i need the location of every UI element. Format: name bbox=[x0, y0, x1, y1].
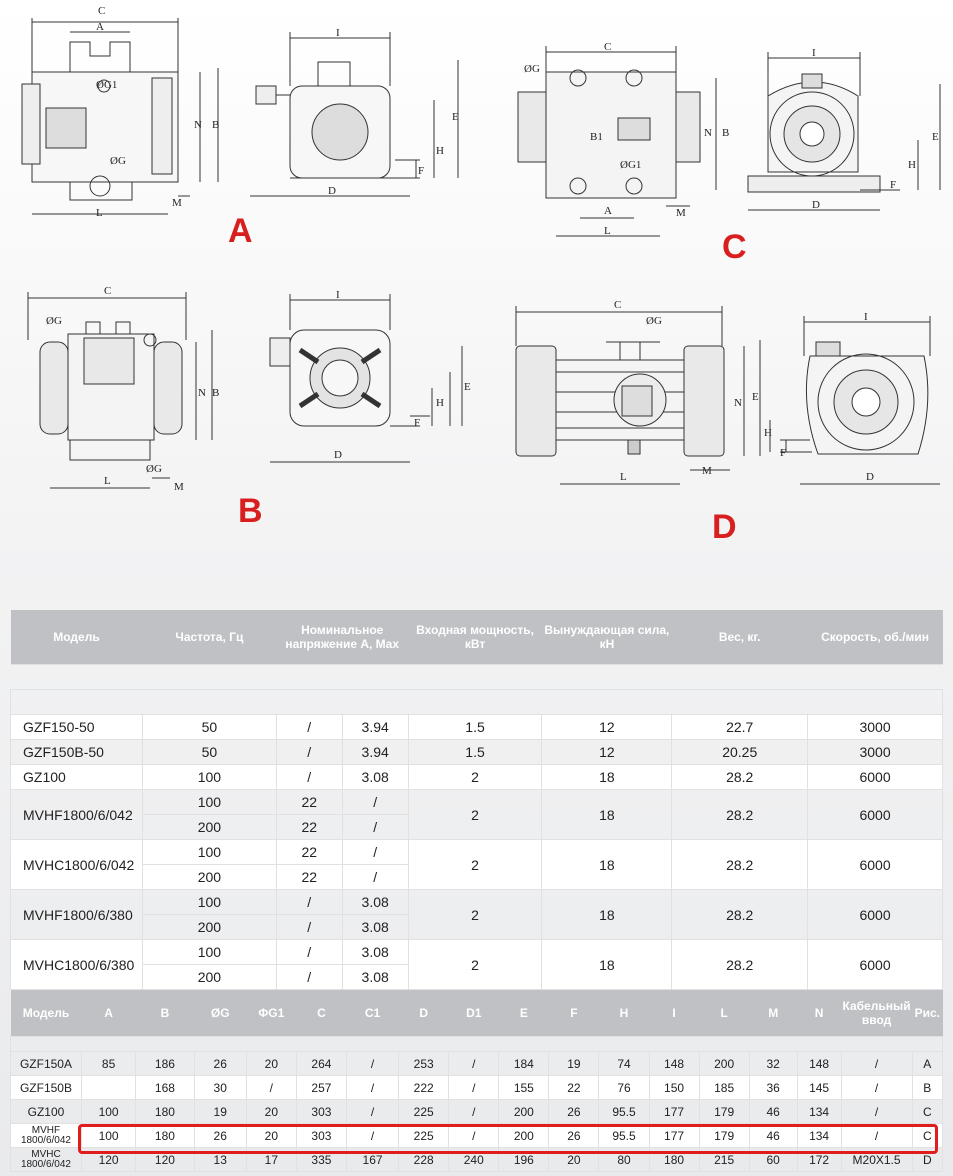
cell-voltage-b: / bbox=[342, 840, 408, 865]
header-col-4: ΦG1 bbox=[246, 990, 296, 1037]
cell-frequency: 50 bbox=[142, 740, 276, 765]
cell-speed: 6000 bbox=[808, 790, 943, 840]
cell-value: 180 bbox=[136, 1100, 194, 1124]
cell-voltage-a: / bbox=[276, 915, 342, 940]
fig-c-label-g: ØG bbox=[524, 63, 540, 75]
cell-frequency: 100 bbox=[142, 790, 276, 815]
cell-weight: 22.7 bbox=[672, 715, 808, 740]
fig-b-label-n: N bbox=[198, 387, 206, 399]
figure-a-side-view bbox=[250, 32, 458, 196]
cell-voltage-b: 3.08 bbox=[342, 890, 408, 915]
cell-value: D bbox=[912, 1148, 942, 1172]
cell-value: 180 bbox=[136, 1124, 194, 1148]
header-frequency: Частота, Гц bbox=[142, 610, 276, 665]
cell-value: 80 bbox=[599, 1148, 649, 1172]
cell-power: 2 bbox=[408, 790, 542, 840]
cell-value: 180 bbox=[649, 1148, 699, 1172]
fig-c-label-l: L bbox=[604, 225, 611, 237]
header-col-3: ØG bbox=[194, 990, 246, 1037]
cell-value: 95.5 bbox=[599, 1124, 649, 1148]
fig-b-label-e: E bbox=[464, 381, 471, 393]
cell-model: GZF150B bbox=[11, 1076, 82, 1100]
figure-a-letter: A bbox=[228, 212, 253, 250]
fig-b-label-g2: ØG bbox=[146, 463, 162, 475]
cell-voltage-b: / bbox=[342, 865, 408, 890]
cell-force: 18 bbox=[542, 765, 672, 790]
cell-speed: 3000 bbox=[808, 740, 943, 765]
cell-value: 168 bbox=[136, 1076, 194, 1100]
fig-c-label-b1: B1 bbox=[590, 131, 603, 143]
cell-model: MVHC 1800/6/042 bbox=[11, 1148, 82, 1172]
figure-d-front-view bbox=[516, 306, 760, 484]
cell-value: 74 bbox=[599, 1052, 649, 1076]
cell-value: 85 bbox=[81, 1052, 135, 1076]
cell-value: B bbox=[912, 1076, 942, 1100]
cell-speed: 6000 bbox=[808, 890, 943, 940]
cell-value: 215 bbox=[699, 1148, 749, 1172]
cell-value: / bbox=[346, 1100, 398, 1124]
header-col-2: B bbox=[136, 990, 194, 1037]
cell-value: 148 bbox=[797, 1052, 841, 1076]
cell-value: 335 bbox=[296, 1148, 346, 1172]
fig-c-label-b: B bbox=[722, 127, 730, 139]
cell-voltage-b: 3.08 bbox=[342, 965, 408, 990]
cell-voltage-a: 22 bbox=[276, 840, 342, 865]
cell-value: 177 bbox=[649, 1124, 699, 1148]
dimensions-header-row bbox=[11, 990, 943, 1037]
cell-voltage-a: / bbox=[276, 740, 342, 765]
fig-a-label-f: F bbox=[418, 165, 425, 177]
header-col-9: E bbox=[499, 990, 549, 1037]
cell-voltage-a: / bbox=[276, 940, 342, 965]
cell-value: / bbox=[841, 1100, 912, 1124]
cell-value: 22 bbox=[549, 1076, 599, 1100]
fig-a-label-b: B bbox=[212, 119, 220, 131]
cell-model: MVHF1800/6/380 bbox=[11, 890, 143, 940]
fig-a-label-h: H bbox=[436, 145, 444, 157]
cell-value: 36 bbox=[749, 1076, 797, 1100]
figure-a-front-view bbox=[22, 18, 218, 214]
header-col-17: Рис. bbox=[912, 990, 942, 1037]
cell-frequency: 100 bbox=[142, 765, 276, 790]
fig-d-label-e: E bbox=[752, 391, 759, 403]
fig-d-label-f: F bbox=[780, 447, 787, 459]
cell-value: / bbox=[841, 1076, 912, 1100]
figure-c-side-view bbox=[748, 52, 940, 210]
fig-d-label-i: I bbox=[864, 311, 868, 323]
fig-c-label-f: F bbox=[890, 179, 897, 191]
figure-b-letter: B bbox=[238, 492, 263, 530]
cell-value: / bbox=[246, 1076, 296, 1100]
cell-value: 303 bbox=[296, 1124, 346, 1148]
fig-d-label-d: D bbox=[866, 471, 874, 483]
fig-b-label-m: M bbox=[174, 481, 184, 493]
highlighted-row-frame bbox=[78, 1124, 938, 1154]
cell-value: 134 bbox=[797, 1124, 841, 1148]
table-row bbox=[11, 1052, 943, 1076]
cell-value: / bbox=[449, 1052, 499, 1076]
cell-value: 20 bbox=[246, 1052, 296, 1076]
figure-b-side-view bbox=[270, 294, 462, 462]
cell-value: 225 bbox=[399, 1124, 449, 1148]
cell-voltage-a: / bbox=[276, 890, 342, 915]
fig-b-label-b: B bbox=[212, 387, 220, 399]
fig-a-label-i: I bbox=[336, 27, 340, 39]
cell-model: MVHF 1800/6/042 bbox=[11, 1124, 82, 1148]
cell-value: 26 bbox=[549, 1100, 599, 1124]
cell-frequency: 200 bbox=[142, 915, 276, 940]
cell-frequency: 100 bbox=[142, 940, 276, 965]
cell-voltage-b: 3.94 bbox=[342, 740, 408, 765]
cell-value: 200 bbox=[499, 1124, 549, 1148]
cell-voltage-a: / bbox=[276, 715, 342, 740]
cell-value: 19 bbox=[549, 1052, 599, 1076]
cell-force: 18 bbox=[542, 790, 672, 840]
cell-value: 257 bbox=[296, 1076, 346, 1100]
cell-frequency: 200 bbox=[142, 815, 276, 840]
cell-value: 17 bbox=[246, 1148, 296, 1172]
cell-value: 167 bbox=[346, 1148, 398, 1172]
figure-c-front-view bbox=[518, 46, 716, 236]
cell-value: / bbox=[346, 1052, 398, 1076]
cell-force: 18 bbox=[542, 890, 672, 940]
cell-voltage-b: / bbox=[342, 790, 408, 815]
fig-c-label-c: C bbox=[604, 41, 612, 53]
header-force: Вынуждающая сила, кН bbox=[542, 610, 672, 665]
fig-a-label-m: M bbox=[172, 197, 182, 209]
cell-value: 228 bbox=[399, 1148, 449, 1172]
fig-d-label-n: N bbox=[734, 397, 742, 409]
specs-header-row bbox=[11, 610, 943, 665]
cell-value: 30 bbox=[194, 1076, 246, 1100]
cell-value: 26 bbox=[194, 1052, 246, 1076]
fig-c-label-a: A bbox=[604, 205, 612, 217]
cell-power: 2 bbox=[408, 890, 542, 940]
fig-a-label-g1: ØG1 bbox=[96, 79, 118, 91]
fig-a-label-n: N bbox=[194, 119, 202, 131]
specs-table bbox=[10, 610, 943, 990]
cell-value: 46 bbox=[749, 1124, 797, 1148]
cell-speed: 3000 bbox=[808, 715, 943, 740]
cell-value: 222 bbox=[399, 1076, 449, 1100]
table-row bbox=[11, 765, 943, 790]
fig-c-label-m: M bbox=[676, 207, 686, 219]
header-col-1: A bbox=[81, 990, 135, 1037]
header-col-15: N bbox=[797, 990, 841, 1037]
fig-b-label-g: ØG bbox=[46, 315, 62, 327]
header-col-16: Кабельный ввод bbox=[841, 990, 912, 1037]
cell-value: / bbox=[841, 1124, 912, 1148]
cell-power: 2 bbox=[408, 840, 542, 890]
cell-value: 186 bbox=[136, 1052, 194, 1076]
fig-b-label-h: H bbox=[436, 397, 444, 409]
cell-speed: 6000 bbox=[808, 765, 943, 790]
cell-value: A bbox=[912, 1052, 942, 1076]
cell-voltage-b: 3.08 bbox=[342, 765, 408, 790]
figure-c-letter: C bbox=[722, 228, 747, 266]
cell-value: 172 bbox=[797, 1148, 841, 1172]
header-voltage: Номинальное напряжение А, Max bbox=[276, 610, 408, 665]
cell-value: 264 bbox=[296, 1052, 346, 1076]
header-col-12: I bbox=[649, 990, 699, 1037]
cell-weight: 28.2 bbox=[672, 890, 808, 940]
cell-speed: 6000 bbox=[808, 940, 943, 990]
fig-b-label-l: L bbox=[104, 475, 111, 487]
cell-value: 60 bbox=[749, 1148, 797, 1172]
fig-d-label-h: H bbox=[764, 427, 772, 439]
cell-frequency: 200 bbox=[142, 865, 276, 890]
cell-voltage-b: 3.08 bbox=[342, 915, 408, 940]
fig-b-label-c: C bbox=[104, 285, 112, 297]
fig-c-label-i: I bbox=[812, 47, 816, 59]
cell-value: 155 bbox=[499, 1076, 549, 1100]
cell-weight: 28.2 bbox=[672, 790, 808, 840]
cell-value: 145 bbox=[797, 1076, 841, 1100]
fig-d-label-c: C bbox=[614, 299, 622, 311]
header-speed: Скорость, об./мин bbox=[808, 610, 943, 665]
fig-c-label-n: N bbox=[704, 127, 712, 139]
cell-value: 20 bbox=[549, 1148, 599, 1172]
header-col-14: M bbox=[749, 990, 797, 1037]
cell-frequency: 100 bbox=[142, 840, 276, 865]
cell-value: / bbox=[449, 1076, 499, 1100]
cell-value: 100 bbox=[81, 1100, 135, 1124]
cell-value: 19 bbox=[194, 1100, 246, 1124]
table-row bbox=[11, 740, 943, 765]
cell-power: 2 bbox=[408, 940, 542, 990]
cell-force: 18 bbox=[542, 940, 672, 990]
cell-model: GZ100 bbox=[11, 765, 143, 790]
cell-value: 13 bbox=[194, 1148, 246, 1172]
header-col-5: C bbox=[296, 990, 346, 1037]
cell-value: 120 bbox=[136, 1148, 194, 1172]
cell-value: 179 bbox=[699, 1124, 749, 1148]
cell-value: 179 bbox=[699, 1100, 749, 1124]
fig-b-label-d: D bbox=[334, 449, 342, 461]
header-col-6: C1 bbox=[346, 990, 398, 1037]
cell-value: 134 bbox=[797, 1100, 841, 1124]
fig-a-label-a: A bbox=[96, 21, 104, 33]
cell-value bbox=[81, 1076, 135, 1100]
header-col-13: L bbox=[699, 990, 749, 1037]
table-row bbox=[11, 715, 943, 740]
cell-frequency: 200 bbox=[142, 965, 276, 990]
cell-power: 1.5 bbox=[408, 715, 542, 740]
cell-value: 100 bbox=[81, 1124, 135, 1148]
header-col-11: H bbox=[599, 990, 649, 1037]
cell-value: 253 bbox=[399, 1052, 449, 1076]
cell-model: GZF150-50 bbox=[11, 715, 143, 740]
cell-value: 177 bbox=[649, 1100, 699, 1124]
cell-value: 185 bbox=[699, 1076, 749, 1100]
cell-frequency: 100 bbox=[142, 890, 276, 915]
cell-weight: 28.2 bbox=[672, 940, 808, 990]
cell-force: 12 bbox=[542, 715, 672, 740]
cell-value: 26 bbox=[194, 1124, 246, 1148]
cell-value: 20 bbox=[246, 1124, 296, 1148]
cell-voltage-a: 22 bbox=[276, 790, 342, 815]
header-col-0: Модель bbox=[11, 990, 82, 1037]
cell-value: 32 bbox=[749, 1052, 797, 1076]
cell-value: / bbox=[449, 1124, 499, 1148]
fig-b-label-i: I bbox=[336, 289, 340, 301]
cell-value: 46 bbox=[749, 1100, 797, 1124]
cell-value: 150 bbox=[649, 1076, 699, 1100]
cell-speed: 6000 bbox=[808, 840, 943, 890]
cell-frequency: 50 bbox=[142, 715, 276, 740]
header-power: Входная мощность, кВт bbox=[408, 610, 542, 665]
table-row bbox=[11, 790, 943, 815]
table-row bbox=[11, 940, 943, 965]
figure-d-letter: D bbox=[712, 508, 737, 546]
cell-model: MVHC1800/6/380 bbox=[11, 940, 143, 990]
cell-value: 120 bbox=[81, 1148, 135, 1172]
cell-voltage-b: / bbox=[342, 815, 408, 840]
cell-value: 148 bbox=[649, 1052, 699, 1076]
cell-value: 196 bbox=[499, 1148, 549, 1172]
cell-force: 18 bbox=[542, 840, 672, 890]
fig-a-label-c: C bbox=[98, 5, 106, 17]
cell-model: GZF150A bbox=[11, 1052, 82, 1076]
table-row bbox=[11, 1076, 943, 1100]
cell-weight: 20.25 bbox=[672, 740, 808, 765]
cell-voltage-a: 22 bbox=[276, 865, 342, 890]
header-col-10: F bbox=[549, 990, 599, 1037]
table-row bbox=[11, 890, 943, 915]
cell-model: MVHF1800/6/042 bbox=[11, 790, 143, 840]
cell-value: 225 bbox=[399, 1100, 449, 1124]
cell-value: 200 bbox=[699, 1052, 749, 1076]
fig-a-label-l: L bbox=[96, 207, 103, 219]
cell-voltage-b: 3.08 bbox=[342, 940, 408, 965]
cell-model: GZF150B-50 bbox=[11, 740, 143, 765]
cell-value: 303 bbox=[296, 1100, 346, 1124]
cell-value: C bbox=[912, 1100, 942, 1124]
cell-value: / bbox=[449, 1100, 499, 1124]
cell-voltage-b: 3.94 bbox=[342, 715, 408, 740]
fig-d-label-m: M bbox=[702, 465, 712, 477]
cell-model: MVHC1800/6/042 bbox=[11, 840, 143, 890]
cell-value: 240 bbox=[449, 1148, 499, 1172]
cell-power: 1.5 bbox=[408, 740, 542, 765]
fig-d-label-l: L bbox=[620, 471, 627, 483]
cell-voltage-a: 22 bbox=[276, 815, 342, 840]
cell-force: 12 bbox=[542, 740, 672, 765]
cell-value: 200 bbox=[499, 1100, 549, 1124]
cell-value: 76 bbox=[599, 1076, 649, 1100]
header-col-8: D1 bbox=[449, 990, 499, 1037]
cell-weight: 28.2 bbox=[672, 840, 808, 890]
cell-value: C bbox=[912, 1124, 942, 1148]
fig-a-label-g: ØG bbox=[110, 155, 126, 167]
cell-value: / bbox=[346, 1076, 398, 1100]
cell-value: 184 bbox=[499, 1052, 549, 1076]
cell-voltage-a: / bbox=[276, 965, 342, 990]
cell-value: / bbox=[841, 1052, 912, 1076]
table-row bbox=[11, 840, 943, 865]
figure-d-side-view bbox=[770, 316, 940, 484]
fig-b-label-f: F bbox=[414, 417, 421, 429]
fig-c-label-e: E bbox=[932, 131, 939, 143]
cell-value: / bbox=[346, 1124, 398, 1148]
fig-c-label-g1: ØG1 bbox=[620, 159, 642, 171]
fig-c-label-h: H bbox=[908, 159, 916, 171]
cell-power: 2 bbox=[408, 765, 542, 790]
cell-value: 26 bbox=[549, 1124, 599, 1148]
cell-value: 95.5 bbox=[599, 1100, 649, 1124]
fig-a-label-e: E bbox=[452, 111, 459, 123]
cell-model: GZ100 bbox=[11, 1100, 82, 1124]
cell-weight: 28.2 bbox=[672, 765, 808, 790]
cell-value: 20 bbox=[246, 1100, 296, 1124]
cell-value: M20X1.5 bbox=[841, 1148, 912, 1172]
header-weight: Вес, кг. bbox=[672, 610, 808, 665]
header-col-7: D bbox=[399, 990, 449, 1037]
table-row bbox=[11, 1100, 943, 1124]
cell-voltage-a: / bbox=[276, 765, 342, 790]
fig-d-label-g: ØG bbox=[646, 315, 662, 327]
header-model: Модель bbox=[11, 610, 143, 665]
fig-a-label-d: D bbox=[328, 185, 336, 197]
fig-c-label-d: D bbox=[812, 199, 820, 211]
